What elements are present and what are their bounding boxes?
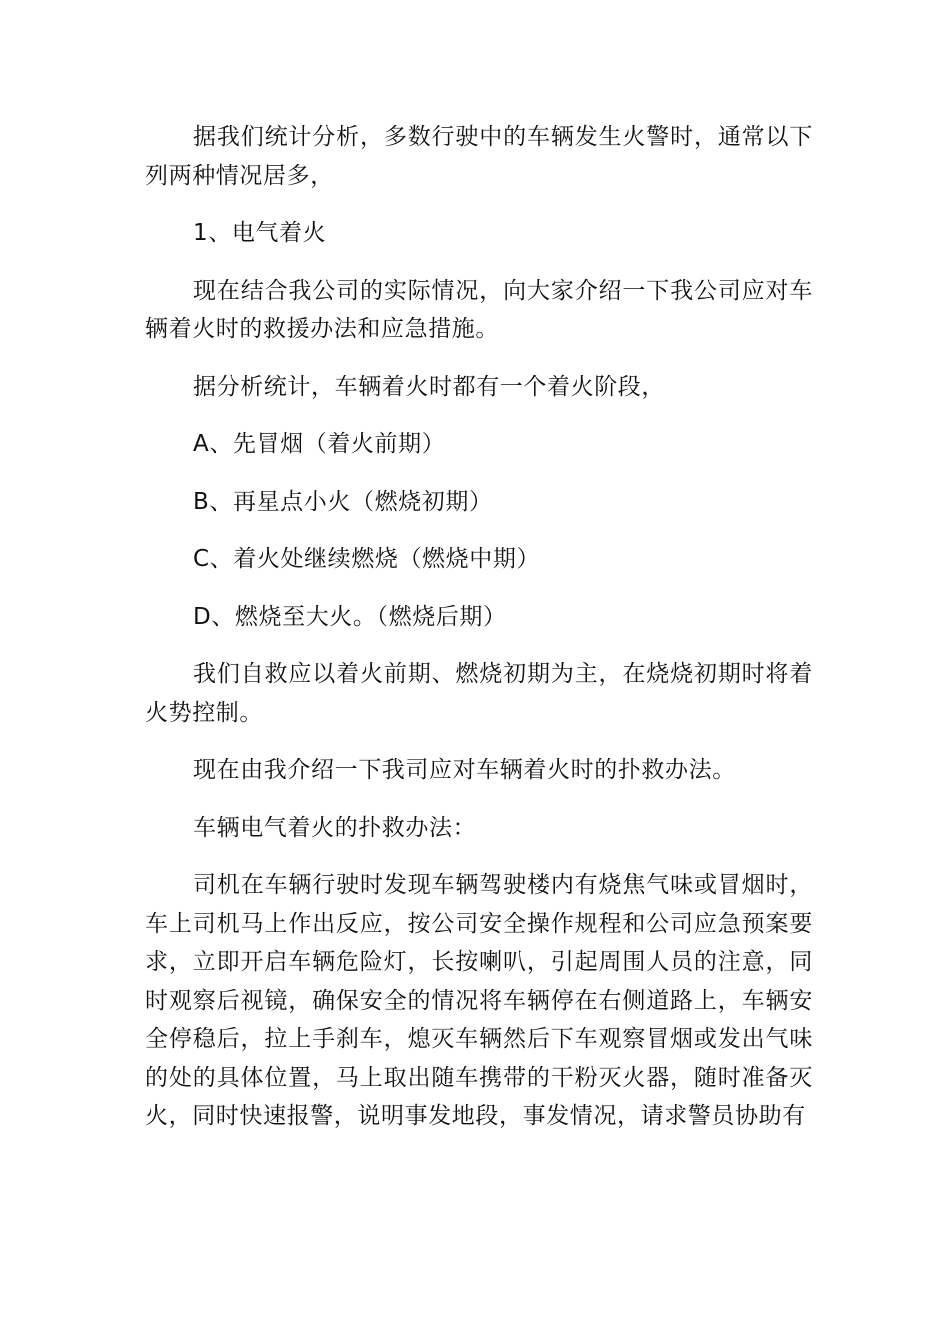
paragraph-stage-a: A、先冒烟（着火前期） bbox=[193, 431, 446, 457]
paragraph-stage-b: B、再星点小火（燃烧初期） bbox=[193, 488, 493, 515]
document-body bbox=[145, 118, 813, 1155]
paragraph-method-heading: 车辆电气着火的扑救办法： bbox=[193, 814, 477, 841]
paragraph-fire-stages-intro: 据分析统计，车辆着火时都有一个着火阶段， bbox=[193, 373, 665, 400]
paragraph-stage-c: C、着火处继续燃烧（燃烧中期） bbox=[193, 546, 541, 572]
paragraph-intro: 据我们统计分析，多数行驶中的车辆发生火警时，通常以下列两种情况居多， bbox=[145, 124, 813, 189]
paragraph-method-intro: 现在由我介绍一下我司应对车辆着火时的扑救办法。 bbox=[193, 757, 736, 783]
paragraph-driver-procedure: 司机在车辆行驶时发现车辆驾驶楼内有烧焦气味或冒烟时，车上司机马上作出反应，按公司安全操作规程和公司应急预案要求，立即开启车辆危险灯，长按喇叭，引起周围人员的注意，同时观察后视镜，确保安全的情况将车辆停在右侧道路上，车辆安全停稳后，拉上手刹车，熄灭车辆然后下车观察冒烟或发出气味的处的具体位置，马上取出随车携带的干粉灭火器，随时准备灭火，同时快速报警，说明事发地段，事发情况，请求警员协助有 bbox=[145, 872, 813, 1129]
paragraph-company-context: 现在结合我公司的实际情况，向大家介绍一下我公司应对车辆着火时的救援办法和应急措施。 bbox=[145, 277, 813, 342]
paragraph-self-rescue: 我们自救应以着火前期、燃烧初期为主，在烧烧初期时将着火势控制。 bbox=[145, 661, 813, 726]
paragraph-heading-electrical-fire: 1、电气着火 bbox=[193, 220, 327, 246]
paragraph-stage-d: D、燃烧至大火。（燃烧后期） bbox=[193, 603, 507, 630]
